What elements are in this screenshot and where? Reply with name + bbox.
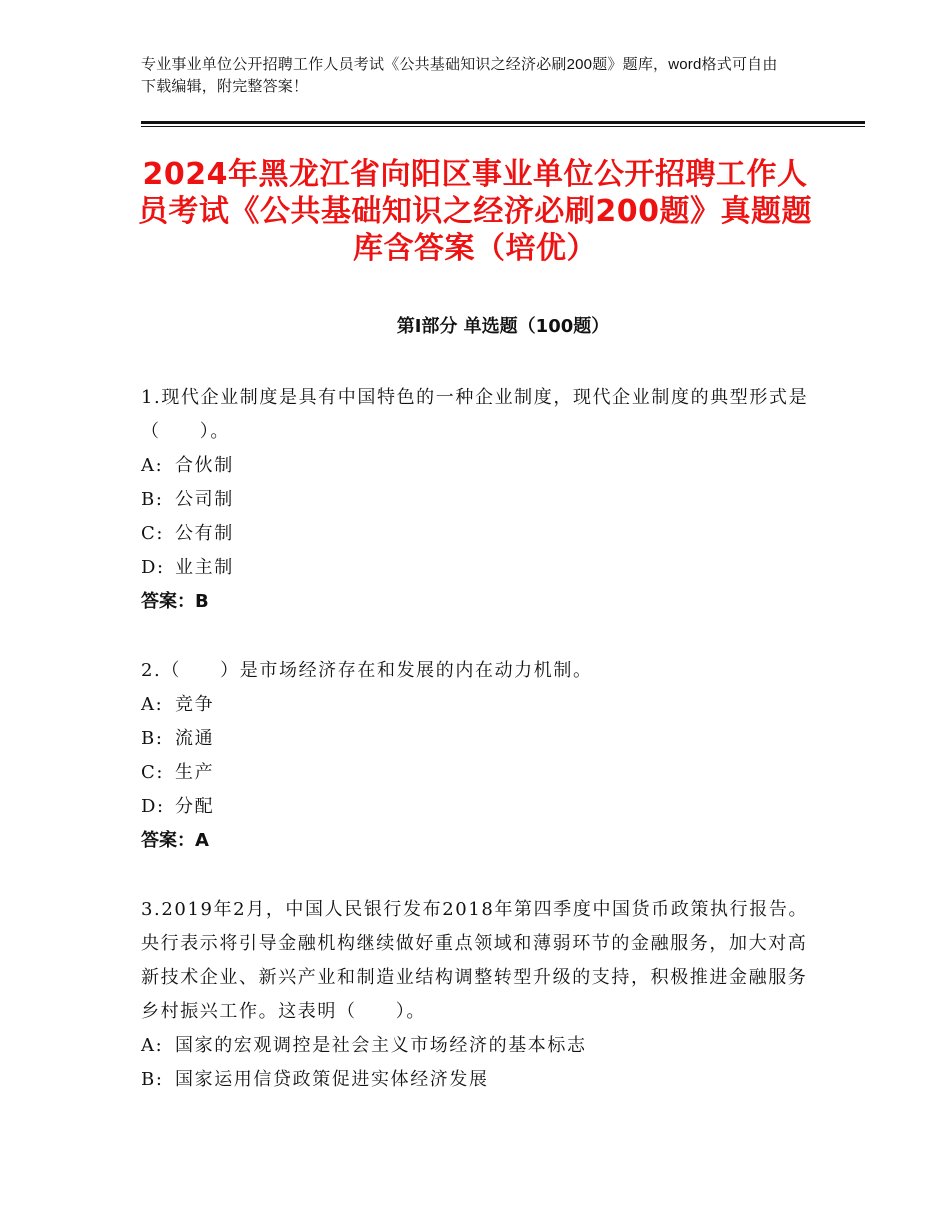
option-text: 分配 <box>175 796 215 817</box>
question-stem: 2.（ ）是市场经济存在和发展的内在动力机制。 <box>141 660 593 681</box>
section-heading: 第Ⅰ部分 单选题（100题） <box>396 316 610 337</box>
option-text: 国家的宏观调控是社会主义市场经济的基本标志 <box>175 1035 587 1056</box>
option-a <box>141 1029 821 1063</box>
question-stem: 1.现代企业制度是具有中国特色的一种企业制度，现代企业制度的典型形式是（ ）。 <box>141 387 809 442</box>
option-c <box>141 517 821 551</box>
option-text: 合伙制 <box>175 455 234 476</box>
option-a <box>141 688 821 722</box>
option-d <box>141 551 821 585</box>
question-1 <box>141 381 821 619</box>
option-text: 竞争 <box>175 694 215 715</box>
option-letter: B: <box>141 489 164 510</box>
header-rule-thin <box>141 126 865 127</box>
option-text: 生产 <box>175 762 215 783</box>
option-d <box>141 790 821 824</box>
option-text: 流通 <box>175 728 215 749</box>
option-text: 公司制 <box>175 489 234 510</box>
header-rule-thick <box>141 121 865 124</box>
question-2 <box>141 654 821 858</box>
option-c <box>141 756 821 790</box>
option-letter: D: <box>141 557 165 578</box>
option-b <box>141 483 821 517</box>
option-text: 国家运用信贷政策促进实体经济发展 <box>175 1069 489 1090</box>
header-note: 专业事业单位公开招聘工作人员考试《公共基础知识之经济必刷200题》题库，word格式可自由下载编辑，附完整答案！ <box>141 56 778 95</box>
answer: 答案：B <box>141 591 209 612</box>
document-title: 2024年黑龙江省向阳区事业单位公开招聘工作人员考试《公共基础知识之经济必刷200题》真题题库含答案（培优） <box>137 157 813 266</box>
answer: 答案：A <box>141 830 209 851</box>
option-text: 业主制 <box>175 557 234 578</box>
option-letter: A: <box>141 455 164 476</box>
option-letter: A: <box>141 694 164 715</box>
question-3 <box>141 893 821 1097</box>
option-text: 公有制 <box>175 523 234 544</box>
option-letter: B: <box>141 1069 164 1090</box>
option-letter: A: <box>141 1035 164 1056</box>
option-b <box>141 1063 821 1097</box>
option-letter: B: <box>141 728 164 749</box>
option-letter: C: <box>141 523 165 544</box>
option-b <box>141 722 821 756</box>
option-letter: D: <box>141 796 165 817</box>
question-stem: 3.2019年2月，中国人民银行发布2018年第四季度中国货币政策执行报告。央行表示将引导金融机构继续做好重点领域和薄弱环节的金融服务，加大对高新技术企业、新兴产业和制造业结构调整转型升级的支持，积极推进金融服务乡村振兴工作。这表明（ ）。 <box>141 899 809 1022</box>
option-a <box>141 449 821 483</box>
option-letter: C: <box>141 762 165 783</box>
